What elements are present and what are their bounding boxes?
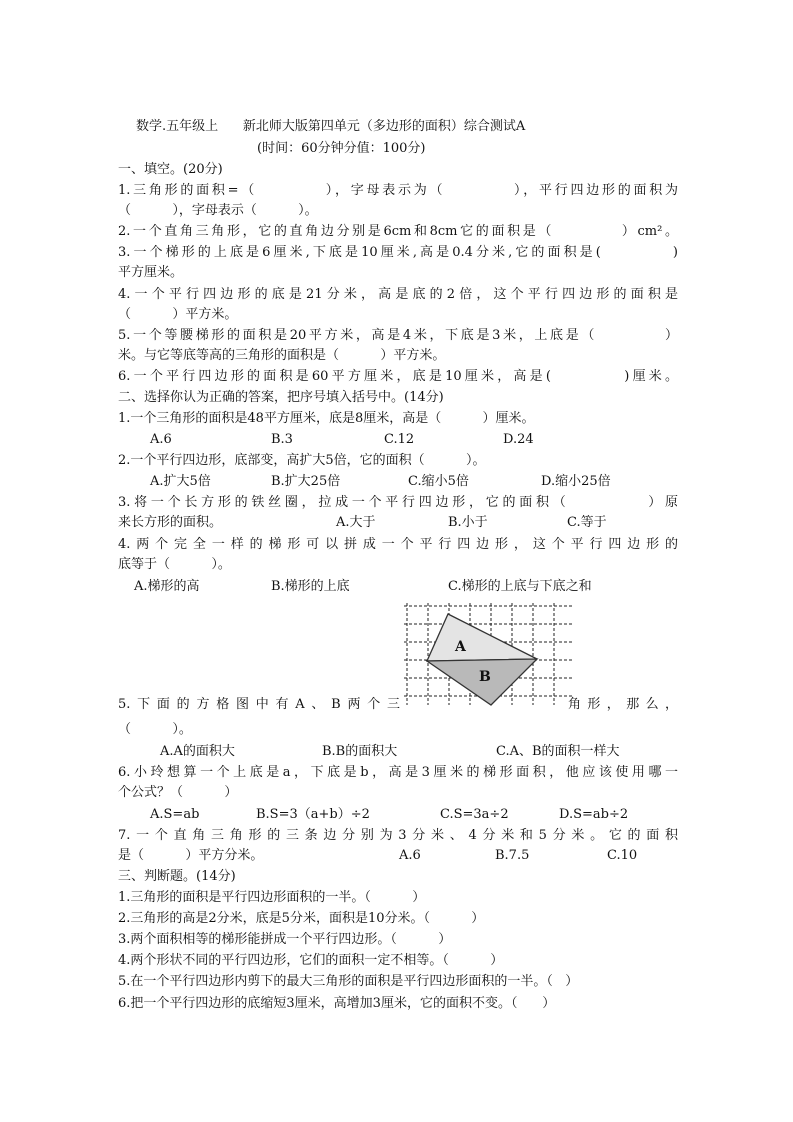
s2-q1-option-b: B.3 bbox=[271, 432, 293, 447]
s2-q3-line2: 来长方形的面积。 bbox=[118, 515, 223, 530]
s2-q6-line1: 6.小玲想算一个上底是a，下底是b，高是3厘米的梯形面积，他应该使用哪一 bbox=[118, 765, 678, 780]
s2-q7-line2: 是（ ）平方分米。 bbox=[118, 848, 264, 863]
s2-q5-option-b: B.B的面积大 bbox=[322, 744, 398, 759]
s2-q3-line1: 3.将一个长方形的铁丝圈，拉成一个平行四边形，它的面积（ ）原 bbox=[118, 495, 678, 510]
s1-q5-line2: 米。与它等底等高的三角形的面积是（ ）平方米。 bbox=[118, 348, 446, 363]
s3-item-1: 1.三角形的面积是平行四边形面积的一半。（ ） bbox=[118, 890, 426, 905]
s1-q5-line1: 5.一个等腰梯形的面积是20平方米，高是4米，下底是3米，上底是（ ） bbox=[118, 328, 678, 343]
page-subtitle: (时间：60分钟分值：100分) bbox=[257, 141, 426, 156]
s3-item-5: 5.在一个平行四边形内剪下的最大三角形的面积是平行四边形面积的一半。（ ） bbox=[118, 974, 579, 989]
s2-q4-option-b: B.梯形的上底 bbox=[271, 579, 350, 594]
s1-q1-line2: （ ），字母表示（ ）。 bbox=[118, 203, 318, 218]
label-b: B bbox=[479, 669, 491, 685]
s2-q7-option-c: C.10 bbox=[607, 848, 638, 863]
label-a: A bbox=[455, 639, 466, 655]
section2-heading: 二、选择你认为正确的答案，把序号填入括号中。(14分) bbox=[118, 390, 444, 405]
section3-heading: 三、判断题。(14分) bbox=[118, 869, 236, 884]
s2-q4-line2: 底等于（ ）。 bbox=[118, 557, 231, 572]
s1-q2: 2.一个直角三角形，它的直角边分别是6cm和8cm它的面积是（ ）cm²。 bbox=[118, 224, 678, 239]
s1-q6: 6.一个平行四边形的面积是60平方厘米，底是10厘米，高是( )厘米。 bbox=[118, 369, 678, 384]
s2-q3-option-a: A.大于 bbox=[336, 515, 376, 530]
s2-q1-option-d: D.24 bbox=[503, 432, 534, 447]
s3-item-2: 2.三角形的高是2分米，底是5分米，面积是10分米。（ ） bbox=[118, 911, 485, 926]
section1-heading: 一、填空。(20分) bbox=[118, 162, 223, 177]
s1-q3-line2: 平方厘米。 bbox=[118, 265, 184, 280]
s3-item-3: 3.两个面积相等的梯形能拼成一个平行四边形。（ ） bbox=[118, 932, 452, 947]
page-title: 数学.五年级上 新北师大版第四单元（多边形的面积）综合测试A bbox=[136, 119, 526, 134]
s2-q2-option-c: C.缩小5倍 bbox=[408, 474, 469, 489]
s1-q4-line1: 4.一个平行四边形的底是21分米，高是底的2倍，这个平行四边形的面积是 bbox=[118, 287, 678, 302]
s2-q2-option-d: D.缩小25倍 bbox=[541, 474, 611, 489]
s2-q4-option-a: A.梯形的高 bbox=[134, 579, 200, 594]
s2-q6-line2: 个公式？（ ） bbox=[118, 785, 238, 800]
s2-q5-right: 角形，那么， bbox=[568, 697, 678, 712]
s2-q5-option-a: A.A的面积大 bbox=[160, 744, 235, 759]
s2-q6-option-c: C.S=3a÷2 bbox=[440, 807, 509, 822]
s2-q7-option-a: A.6 bbox=[399, 848, 421, 863]
s2-q7-option-b: B.7.5 bbox=[495, 848, 530, 863]
s2-q4-line1: 4.两个完全一样的梯形可以拼成一个平行四边形，这个平行四边形的 bbox=[118, 537, 678, 552]
s2-q4-option-c: C.梯形的上底与下底之和 bbox=[448, 579, 592, 594]
s2-q7-line1: 7.一个直角三角形的三条边分别为3分米、4分米和5分米。它的面积 bbox=[118, 828, 678, 843]
s3-item-6: 6.把一个平行四边形的底缩短3厘米，高增加3厘米，它的面积不变。（ ） bbox=[118, 996, 556, 1011]
s2-q3-option-b: B.小于 bbox=[448, 515, 488, 530]
s2-q6-option-b: B.S=3（a+b）÷2 bbox=[256, 807, 370, 822]
s2-q2: 2.一个平行四边形，底部变，高扩大5倍，它的面积（ ）。 bbox=[118, 453, 486, 468]
grid-figure bbox=[400, 601, 576, 707]
s2-q1-option-a: A.6 bbox=[150, 432, 172, 447]
s3-item-4: 4.两个形状不同的平行四边形，它们的面积一定不相等。（ ） bbox=[118, 953, 504, 968]
s2-q5-left: 5.下面的方格图中有A、B两个三 bbox=[118, 697, 400, 712]
s2-q5-line2: （ ）。 bbox=[118, 722, 192, 737]
s2-q6-option-a: A.S=ab bbox=[150, 807, 200, 822]
s2-q6-option-d: D.S=ab÷2 bbox=[559, 807, 629, 822]
triangle-a bbox=[427, 614, 537, 661]
s1-q3-line1: 3.一个梯形的上底是6厘米,下底是10厘米,高是0.4分米,它的面积是( ) bbox=[118, 245, 678, 260]
s2-q1-option-c: C.12 bbox=[384, 432, 415, 447]
s2-q3-option-c: C.等于 bbox=[567, 515, 607, 530]
s1-q1-line1: 1.三角形的面积=（ ），字母表示为（ ），平行四边形的面积为 bbox=[118, 183, 678, 198]
s2-q1: 1.一个三角形的面积是48平方厘米，底是8厘米，高是（ ）厘米。 bbox=[118, 411, 535, 426]
s1-q4-line2: （ ）平方米。 bbox=[118, 307, 238, 322]
s2-q2-option-a: A.扩大5倍 bbox=[150, 474, 211, 489]
s2-q2-option-b: B.扩大25倍 bbox=[271, 474, 341, 489]
s2-q5-option-c: C.A、B的面积一样大 bbox=[496, 744, 620, 759]
